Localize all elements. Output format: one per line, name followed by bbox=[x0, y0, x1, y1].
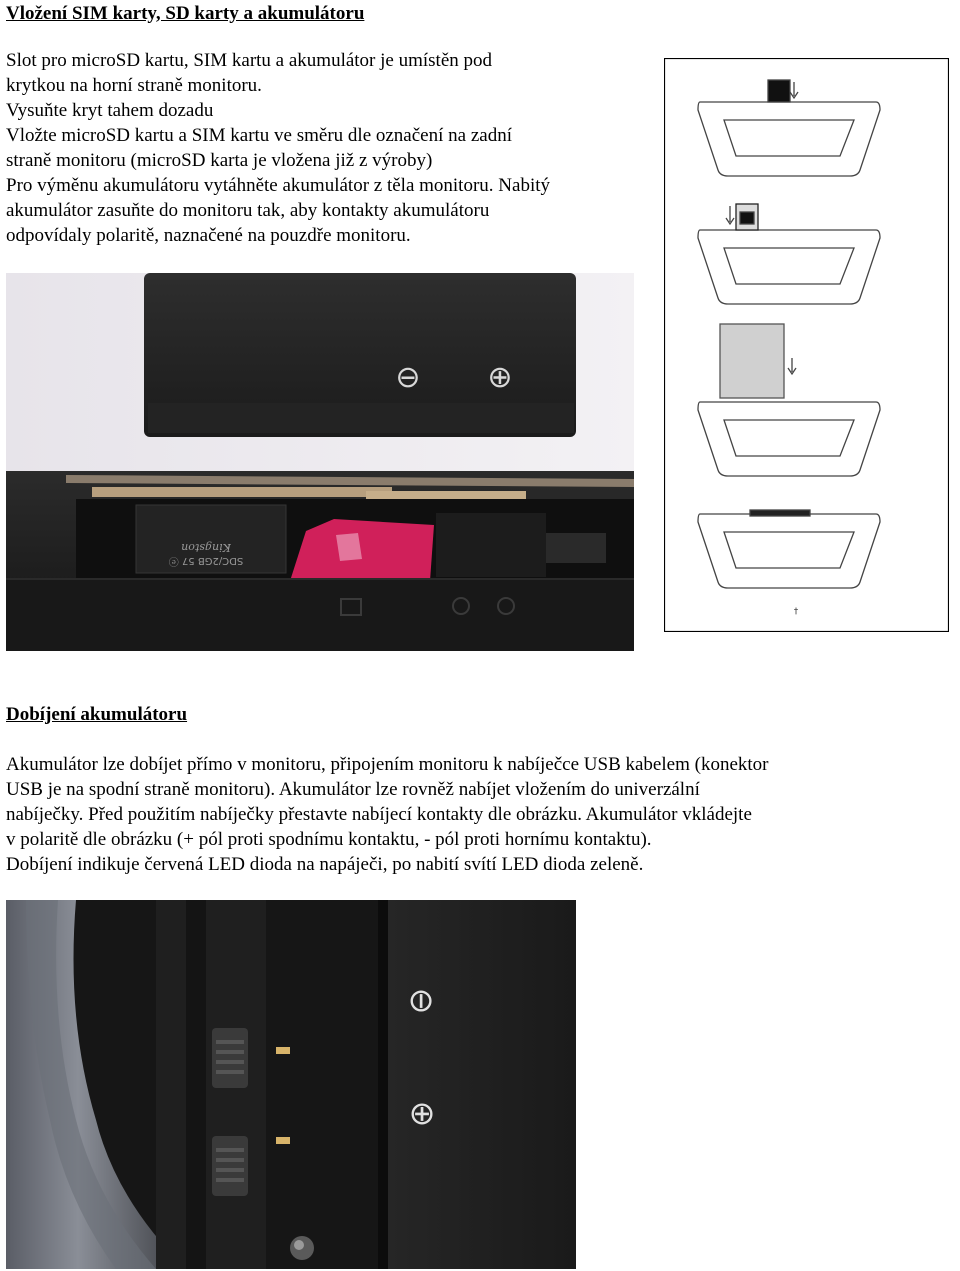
section2-text bbox=[6, 752, 768, 877]
text-line: Vysuňte kryt tahem dozadu bbox=[6, 100, 214, 121]
photo-charger-contacts bbox=[6, 900, 576, 1269]
section-title-charging: Dobíjení akumulátoru bbox=[6, 704, 188, 725]
diagram-footnote: † bbox=[793, 607, 799, 617]
gold-contact-lower bbox=[276, 1137, 290, 1144]
text-line: v polaritě dle obrázku (+ pól proti spodnímu kontaktu, - pól proti hornímu kontaktu). bbox=[6, 829, 652, 850]
text-line: Vložte microSD kartu a SIM kartu ve směru dle označení na zadní bbox=[6, 125, 512, 146]
battery bbox=[386, 900, 576, 1269]
text-line: krytkou na horní straně monitoru. bbox=[6, 75, 262, 96]
sd-card-brand: Kingston bbox=[181, 541, 231, 554]
battery-plus-symbol: ⊕ bbox=[487, 360, 513, 395]
text-line: Pro výměnu akumulátoru vytáhněte akumulátor z těla monitoru. Nabitý bbox=[6, 175, 551, 196]
battery-minus-symbol: ⊖ bbox=[403, 987, 441, 1015]
text-line: Slot pro microSD kartu, SIM kartu a akumulátor je umístěn pod bbox=[6, 50, 493, 71]
gold-contact-upper bbox=[276, 1047, 290, 1054]
section-title-sim-sd-battery: Vložení SIM karty, SD karty a akumulátoru bbox=[6, 3, 365, 24]
text-line: Dobíjení indikuje červená LED dioda na napáječi, po nabití svítí LED dioda zeleně. bbox=[6, 854, 644, 875]
text-line: USB je na spodní straně monitoru). Akumulátor lze rovněž nabíjet vložením do univerzální bbox=[6, 779, 700, 800]
contact-slider-upper bbox=[212, 1028, 248, 1088]
battery-plus-symbol: ⊕ bbox=[408, 1094, 436, 1132]
photo-battery-slot bbox=[6, 273, 634, 651]
battery-minus-symbol: ⊖ bbox=[395, 360, 421, 395]
section1-text bbox=[6, 48, 550, 248]
text-line: nabíječky. Před použitím nabíječky přestavte nabíjecí kontakty dle obrázku. Akumulátor vkládejte bbox=[6, 804, 752, 825]
text-line: odpovídaly polaritě, naznačené na pouzdře monitoru. bbox=[6, 225, 411, 246]
text-line: straně monitoru (microSD karta je vložena již z výroby) bbox=[6, 150, 433, 171]
contact-slider-lower bbox=[212, 1136, 248, 1196]
text-line: Akumulátor lze dobíjet přímo v monitoru, připojením monitoru k nabíječce USB kabelem (konektor bbox=[6, 754, 769, 775]
text-line: akumulátor zasuňte do monitoru tak, aby kontakty akumulátoru bbox=[6, 200, 490, 221]
sd-card-label: SDC/2GB 57 ⓔ bbox=[168, 555, 244, 566]
diagram-slot-insertion bbox=[664, 58, 949, 632]
